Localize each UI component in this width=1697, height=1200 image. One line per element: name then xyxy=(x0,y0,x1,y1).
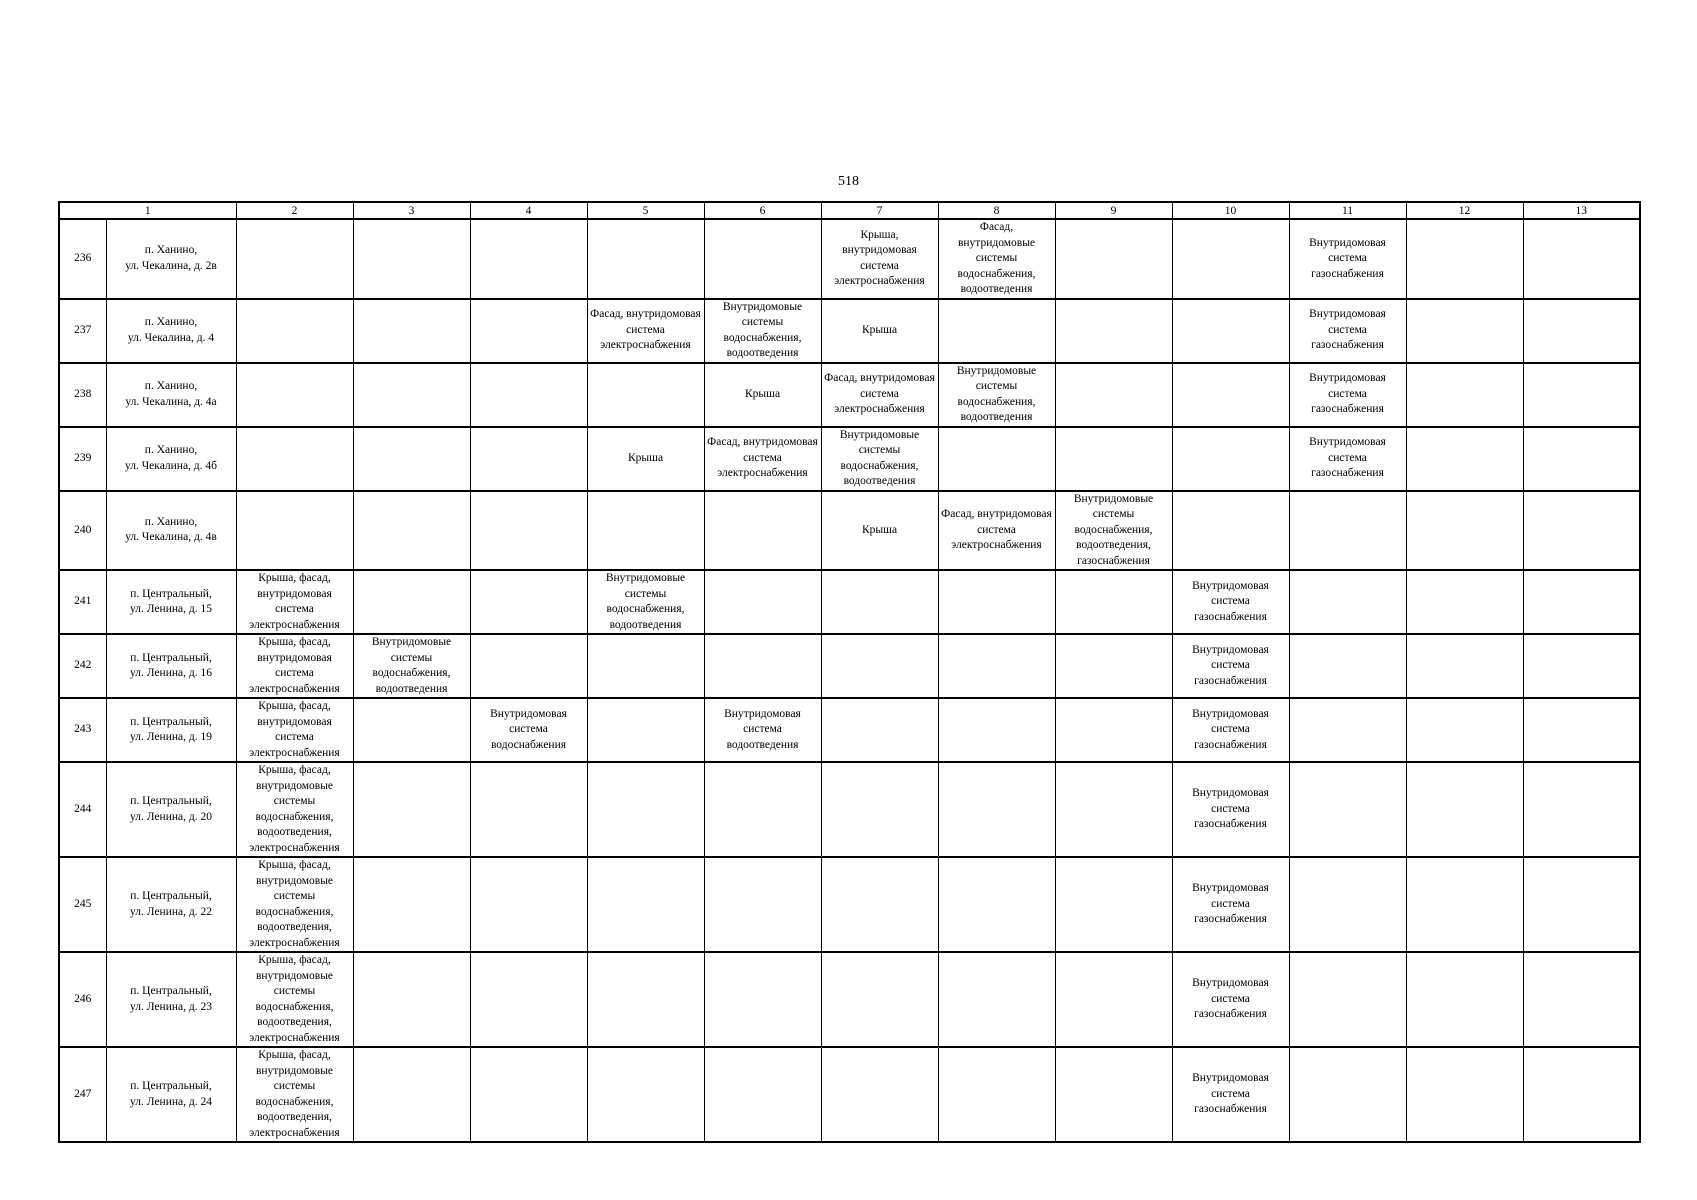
row-number: 246 xyxy=(59,952,106,1047)
row-number: 242 xyxy=(59,634,106,698)
column-number-header: 5 xyxy=(587,202,704,219)
work-cell-col-9 xyxy=(1055,570,1172,634)
work-cell-col-2 xyxy=(236,299,353,363)
column-number-header: 13 xyxy=(1523,202,1640,219)
work-cell-col-8: Фасад, внутридомовые системы водоснабжения, водоотведения xyxy=(938,219,1055,299)
work-cell-col-3 xyxy=(353,299,470,363)
table-row xyxy=(59,491,1640,571)
work-cell-col-9 xyxy=(1055,634,1172,698)
work-cell-col-6 xyxy=(704,762,821,857)
work-cell-col-2: Крыша, фасад, внутридомовые системы водоснабжения, водоотведения, электроснабжения xyxy=(236,857,353,952)
work-cell-col-8 xyxy=(938,762,1055,857)
address-line: п. Центральный, xyxy=(130,651,212,664)
work-cell-col-13 xyxy=(1523,363,1640,427)
work-cell-col-2 xyxy=(236,219,353,299)
work-cell-col-7: Фасад, внутридомовая система электроснабжения xyxy=(821,363,938,427)
table-row xyxy=(59,219,1640,299)
address-line: ул. Ленина, д. 23 xyxy=(130,1000,212,1013)
address-line: п. Центральный, xyxy=(130,795,212,807)
column-number-header: 6 xyxy=(704,202,821,219)
row-number: 241 xyxy=(59,570,106,634)
work-cell-col-2: Крыша, фасад, внутридомовая система электроснабжения xyxy=(236,570,353,634)
work-cell-col-9 xyxy=(1055,952,1172,1047)
row-number: 245 xyxy=(59,857,106,952)
work-cell-col-11: Внутридомовая система газоснабжения xyxy=(1289,219,1406,299)
address-cell xyxy=(106,570,236,634)
work-cell-col-10: Внутридомовая система газоснабжения xyxy=(1172,857,1289,952)
work-cell-col-9 xyxy=(1055,762,1172,857)
work-cell-col-12 xyxy=(1406,698,1523,762)
work-cell-col-9 xyxy=(1055,299,1172,363)
work-cell-col-5 xyxy=(587,634,704,698)
work-cell-col-3 xyxy=(353,762,470,857)
address-line: ул. Ленина, д. 24 xyxy=(130,1095,212,1108)
work-cell-col-6 xyxy=(704,1047,821,1142)
work-cell-col-11: Внутридомовая система газоснабжения xyxy=(1289,427,1406,491)
row-number: 247 xyxy=(59,1047,106,1142)
work-cell-col-2: Крыша, фасад, внутридомовые системы водоснабжения, водоотведения, электроснабжения xyxy=(236,1047,353,1142)
work-cell-col-11 xyxy=(1289,698,1406,762)
work-cell-col-7 xyxy=(821,857,938,952)
work-cell-col-13 xyxy=(1523,952,1640,1047)
work-cell-col-7 xyxy=(821,634,938,698)
row-number: 238 xyxy=(59,363,106,427)
work-cell-col-5 xyxy=(587,857,704,952)
work-cell-col-8: Внутридомовые системы водоснабжения, водоотведения xyxy=(938,363,1055,427)
table-row xyxy=(59,570,1640,634)
work-cell-col-6 xyxy=(704,570,821,634)
work-cell-col-8 xyxy=(938,952,1055,1047)
address-line: п. Центральный, xyxy=(130,715,212,728)
address-cell xyxy=(106,299,236,363)
address-line: п. Ханино, xyxy=(144,316,198,328)
work-cell-col-10 xyxy=(1172,363,1289,427)
work-cell-col-10: Внутридомовая система газоснабжения xyxy=(1172,570,1289,634)
work-cell-col-5 xyxy=(587,1047,704,1142)
work-cell-col-5: Внутридомовые системы водоснабжения, водоотведения xyxy=(587,570,704,634)
work-cell-col-3 xyxy=(353,1047,470,1142)
work-cell-col-7: Крыша xyxy=(821,491,938,571)
address-line: п. Ханино, xyxy=(144,380,198,392)
column-number-header: 3 xyxy=(353,202,470,219)
work-cell-col-6: Внутридомовая система водоотведения xyxy=(704,698,821,762)
work-cell-col-12 xyxy=(1406,857,1523,952)
page-number: 518 xyxy=(838,174,859,189)
work-cell-col-4 xyxy=(470,219,587,299)
row-number: 239 xyxy=(59,427,106,491)
column-number-header: 8 xyxy=(938,202,1055,219)
address-cell xyxy=(106,634,236,698)
work-cell-col-10: Внутридомовая система газоснабжения xyxy=(1172,1047,1289,1142)
address-cell xyxy=(106,363,236,427)
work-cell-col-11 xyxy=(1289,570,1406,634)
work-cell-col-3 xyxy=(353,427,470,491)
work-cell-col-7: Внутридомовые системы водоснабжения, водоотведения xyxy=(821,427,938,491)
address-line: ул. Чекалина, д. 4б xyxy=(124,459,218,472)
address-cell xyxy=(106,1047,236,1142)
work-cell-col-11 xyxy=(1289,762,1406,857)
work-cell-col-5 xyxy=(587,219,704,299)
work-cell-col-3 xyxy=(353,952,470,1047)
work-cell-col-6 xyxy=(704,857,821,952)
work-cell-col-4 xyxy=(470,952,587,1047)
work-cell-col-4 xyxy=(470,363,587,427)
work-cell-col-2: Крыша, фасад, внутридомовая система электроснабжения xyxy=(236,634,353,698)
work-cell-col-4 xyxy=(470,570,587,634)
work-cell-col-5 xyxy=(587,491,704,571)
work-cell-col-11: Внутридомовая система газоснабжения xyxy=(1289,299,1406,363)
work-cell-col-6 xyxy=(704,219,821,299)
work-cell-col-5: Фасад, внутридомовая система электроснабжения xyxy=(587,299,704,363)
work-cell-col-6 xyxy=(704,634,821,698)
work-cell-col-10 xyxy=(1172,219,1289,299)
work-cell-col-12 xyxy=(1406,491,1523,571)
column-number-header: 9 xyxy=(1055,202,1172,219)
work-cell-col-8 xyxy=(938,1047,1055,1142)
table-row xyxy=(59,762,1640,857)
work-cell-col-8 xyxy=(938,299,1055,363)
row-number: 237 xyxy=(59,299,106,363)
work-cell-col-12 xyxy=(1406,427,1523,491)
work-cell-col-6: Фасад, внутридомовая система электроснабжения xyxy=(704,427,821,491)
row-number: 236 xyxy=(59,219,106,299)
work-cell-col-7 xyxy=(821,570,938,634)
work-cell-col-5 xyxy=(587,363,704,427)
column-number-header: 10 xyxy=(1172,202,1289,219)
address-line: ул. Чекалина, д. 4а xyxy=(125,395,217,408)
work-cell-col-9 xyxy=(1055,219,1172,299)
address-line: п. Центральный, xyxy=(130,1080,212,1092)
work-cell-col-3: Внутридомовые системы водоснабжения, водоотведения xyxy=(353,634,470,698)
address-cell xyxy=(106,857,236,952)
work-cell-col-6: Крыша xyxy=(704,363,821,427)
work-cell-col-7 xyxy=(821,1047,938,1142)
work-cell-col-4 xyxy=(470,427,587,491)
work-cell-col-11 xyxy=(1289,857,1406,952)
work-cell-col-9 xyxy=(1055,427,1172,491)
work-cell-col-7 xyxy=(821,698,938,762)
work-cell-col-8 xyxy=(938,427,1055,491)
address-line: ул. Ленина, д. 20 xyxy=(130,810,212,823)
work-cell-col-13 xyxy=(1523,698,1640,762)
address-cell xyxy=(106,491,236,571)
work-cell-col-9 xyxy=(1055,857,1172,952)
table-row xyxy=(59,299,1640,363)
work-cell-col-3 xyxy=(353,857,470,952)
work-cell-col-7 xyxy=(821,762,938,857)
address-line: п. Центральный, xyxy=(130,587,212,600)
work-cell-col-7: Крыша xyxy=(821,299,938,363)
work-cell-col-2 xyxy=(236,427,353,491)
table-row xyxy=(59,857,1640,952)
work-cell-col-3 xyxy=(353,491,470,571)
work-cell-col-13 xyxy=(1523,857,1640,952)
work-cell-col-4 xyxy=(470,857,587,952)
work-cell-col-8 xyxy=(938,698,1055,762)
work-cell-col-8 xyxy=(938,570,1055,634)
work-cell-col-13 xyxy=(1523,634,1640,698)
table-row xyxy=(59,1047,1640,1142)
address-line: ул. Ленина, д. 15 xyxy=(130,603,212,615)
table-row xyxy=(59,427,1640,491)
work-cell-col-12 xyxy=(1406,363,1523,427)
address-line: ул. Чекалина, д. 2в xyxy=(125,259,217,272)
work-cell-col-3 xyxy=(353,363,470,427)
work-cell-col-2 xyxy=(236,363,353,427)
work-cell-col-4 xyxy=(470,491,587,571)
table-row xyxy=(59,698,1640,762)
work-cell-col-4 xyxy=(470,1047,587,1142)
row-number: 244 xyxy=(59,762,106,857)
work-cell-col-11 xyxy=(1289,952,1406,1047)
address-line: ул. Чекалина, д. 4в xyxy=(125,531,217,544)
address-line: ул. Ленина, д. 16 xyxy=(130,667,212,679)
work-cell-col-5 xyxy=(587,762,704,857)
work-cell-col-5 xyxy=(587,698,704,762)
address-cell xyxy=(106,698,236,762)
table-row xyxy=(59,634,1640,698)
capital-repair-schedule-table xyxy=(58,201,1641,1143)
work-cell-col-7: Крыша, внутридомовая система электроснабжения xyxy=(821,219,938,299)
table-row xyxy=(59,363,1640,427)
work-cell-col-10: Внутридомовая система газоснабжения xyxy=(1172,634,1289,698)
row-number: 243 xyxy=(59,698,106,762)
address-line: п. Ханино, xyxy=(144,515,198,528)
work-cell-col-9: Внутридомовые системы водоснабжения, водоотведения, газоснабжения xyxy=(1055,491,1172,571)
work-cell-col-12 xyxy=(1406,952,1523,1047)
address-cell xyxy=(106,427,236,491)
work-cell-col-10: Внутридомовая система газоснабжения xyxy=(1172,698,1289,762)
work-cell-col-13 xyxy=(1523,427,1640,491)
column-number-header: 2 xyxy=(236,202,353,219)
work-cell-col-6 xyxy=(704,491,821,571)
row-number: 240 xyxy=(59,491,106,571)
work-cell-col-13 xyxy=(1523,762,1640,857)
work-cell-col-10 xyxy=(1172,491,1289,571)
work-cell-col-10: Внутридомовая система газоснабжения xyxy=(1172,762,1289,857)
work-cell-col-4 xyxy=(470,762,587,857)
work-cell-col-13 xyxy=(1523,219,1640,299)
work-cell-col-8 xyxy=(938,634,1055,698)
work-cell-col-9 xyxy=(1055,1047,1172,1142)
work-cell-col-2: Крыша, фасад, внутридомовые системы водоснабжения, водоотведения, электроснабжения xyxy=(236,762,353,857)
work-cell-col-9 xyxy=(1055,363,1172,427)
work-cell-col-7 xyxy=(821,952,938,1047)
work-cell-col-11 xyxy=(1289,1047,1406,1142)
work-cell-col-2: Крыша, фасад, внутридомовая система электроснабжения xyxy=(236,698,353,762)
work-cell-col-3 xyxy=(353,570,470,634)
work-cell-col-12 xyxy=(1406,762,1523,857)
work-cell-col-10 xyxy=(1172,299,1289,363)
work-cell-col-3 xyxy=(353,219,470,299)
address-line: п. Центральный, xyxy=(130,985,212,997)
work-cell-col-12 xyxy=(1406,299,1523,363)
work-cell-col-13 xyxy=(1523,299,1640,363)
address-line: ул. Чекалина, д. 4 xyxy=(127,331,215,344)
work-cell-col-11 xyxy=(1289,634,1406,698)
column-number-row xyxy=(59,202,1640,219)
address-line: п. Ханино, xyxy=(144,244,198,257)
column-number-header: 12 xyxy=(1406,202,1523,219)
work-cell-col-4 xyxy=(470,299,587,363)
column-number-header: 1 xyxy=(59,202,236,219)
work-cell-col-5 xyxy=(587,952,704,1047)
address-line: п. Центральный, xyxy=(130,890,212,902)
address-line: п. Ханино, xyxy=(144,444,198,456)
work-cell-col-6 xyxy=(704,952,821,1047)
column-number-header: 4 xyxy=(470,202,587,219)
work-cell-col-10 xyxy=(1172,427,1289,491)
address-cell xyxy=(106,762,236,857)
work-cell-col-5: Крыша xyxy=(587,427,704,491)
address-line: ул. Ленина, д. 19 xyxy=(130,731,212,743)
address-line: ул. Ленина, д. 22 xyxy=(130,905,212,918)
work-cell-col-12 xyxy=(1406,570,1523,634)
work-cell-col-4: Внутридомовая система водоснабжения xyxy=(470,698,587,762)
work-cell-col-2: Крыша, фасад, внутридомовые системы водоснабжения, водоотведения, электроснабжения xyxy=(236,952,353,1047)
work-cell-col-13 xyxy=(1523,570,1640,634)
work-cell-col-13 xyxy=(1523,491,1640,571)
work-cell-col-6: Внутридомовые системы водоснабжения, водоотведения xyxy=(704,299,821,363)
work-cell-col-12 xyxy=(1406,219,1523,299)
work-cell-col-4 xyxy=(470,634,587,698)
address-cell xyxy=(106,952,236,1047)
table-row xyxy=(59,952,1640,1047)
column-number-header: 11 xyxy=(1289,202,1406,219)
work-cell-col-11: Внутридомовая система газоснабжения xyxy=(1289,363,1406,427)
work-cell-col-12 xyxy=(1406,1047,1523,1142)
work-cell-col-13 xyxy=(1523,1047,1640,1142)
work-cell-col-8: Фасад, внутридомовая система электроснабжения xyxy=(938,491,1055,571)
work-cell-col-8 xyxy=(938,857,1055,952)
address-cell xyxy=(106,219,236,299)
work-cell-col-3 xyxy=(353,698,470,762)
work-cell-col-10: Внутридомовая система газоснабжения xyxy=(1172,952,1289,1047)
work-cell-col-2 xyxy=(236,491,353,571)
column-number-header: 7 xyxy=(821,202,938,219)
work-cell-col-12 xyxy=(1406,634,1523,698)
work-cell-col-11 xyxy=(1289,491,1406,571)
work-cell-col-9 xyxy=(1055,698,1172,762)
